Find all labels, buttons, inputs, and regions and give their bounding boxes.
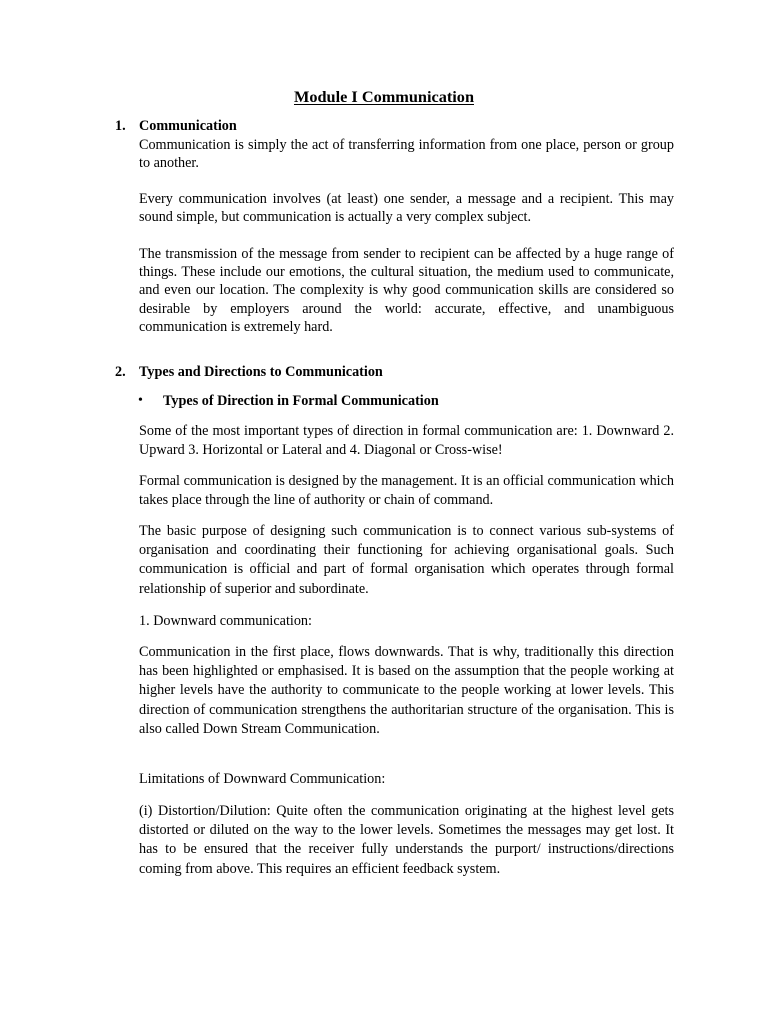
section-2-paragraph-6: Limitations of Downward Communication: — [139, 771, 386, 787]
section-1-paragraph-1: Communication is simply the act of transferring information from one place, person or group to another. — [139, 137, 674, 172]
section-2-number: 2. — [115, 364, 126, 380]
section-1-paragraph-3: The transmission of the message from sender to recipient can be affected by a huge range of things. These include our emotions, the cultural situation, the medium used to communicate, and even our location. The complexity is why good communication skills are considered so desirable by employers around the world: accurate, effective, and unambiguous communication is extremely hard. — [139, 246, 674, 335]
section-1-heading: Communication — [139, 118, 237, 134]
section-2-paragraph-5: Communication in the first place, flows downwards. That is why, traditionally this direction has been highlighted or emphasised. It is based on the assumption that the people working at higher levels have the authority to communicate to the people working at lower levels. This direction of communication strengthens the authoritarian structure of the organisation. This is also called Down Stream Communication. — [139, 644, 674, 737]
section-1-number: 1. — [115, 118, 126, 134]
section-2-paragraph-1: Some of the most important types of direction in formal communication are: 1. Downward 2. Upward 3. Horizontal or Lateral and 4. Diagonal or Cross-wise! — [139, 423, 674, 459]
section-2-heading: Types and Directions to Communication — [139, 364, 383, 380]
section-2-paragraph-7: (i) Distortion/Dilution: Quite often the communication originating at the highest level gets distorted or diluted on the way to the lower levels. Sometimes the messages may get lost. It has to be ensured that the receiver fully understands the purport/ instructions/directions coming from above. This requires an efficient feedback system. — [139, 803, 674, 877]
bullet-icon: • — [138, 393, 143, 408]
section-2-paragraph-3: The basic purpose of designing such communication is to connect various sub-systems of organisation and coordinating their functioning for achieving organisational goals. Such communication is official and part of formal organisation which operates through formal relationship of superior and subordinate. — [139, 523, 674, 597]
section-1-paragraph-2: Every communication involves (at least) one sender, a message and a recipient. This may sound simple, but communication is actually a very complex subject. — [139, 191, 674, 226]
section-2-paragraph-4: 1. Downward communication: — [139, 613, 312, 629]
section-2-paragraph-2: Formal communication is designed by the management. It is an official communication which takes place through the line of authority or chain of command. — [139, 473, 674, 509]
page-title: Module I Communication — [293, 87, 474, 106]
section-2-subheading: Types of Direction in Formal Communication — [163, 393, 439, 409]
